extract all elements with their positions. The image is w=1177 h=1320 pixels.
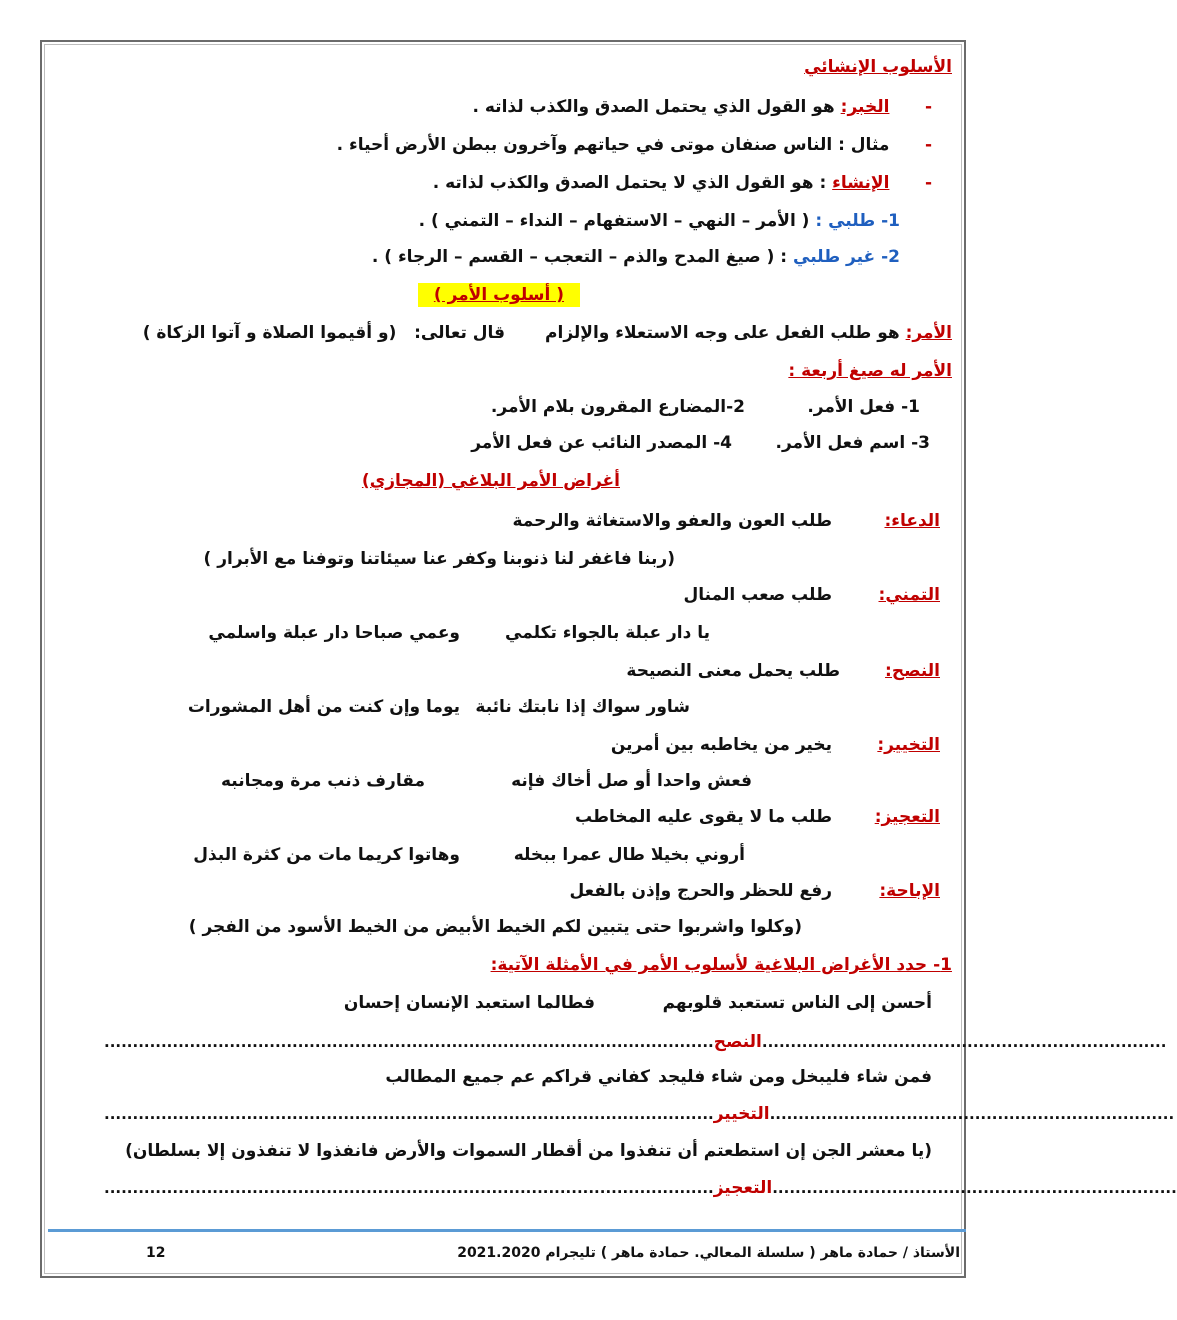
ghair-talabi-label: 2- غير طلبي	[793, 247, 900, 267]
form-2: 2-المضارع المقرون بلام الأمر.	[490, 397, 745, 417]
insha-label: الإنشاء	[832, 173, 890, 193]
purpose-verse-a-takhyir: فعش واحدا أو صل أخاك فإنه	[511, 771, 752, 791]
footer-credit: الأستاذ / حمادة ماهر ( سلسلة المعالي. حمادة ماهر ) تليجرام 2021.2020	[457, 1245, 960, 1261]
question-1-verse-b: فطالما استعبد الإنسان إحسان	[343, 993, 595, 1013]
question-1-verse-a: أحسن إلى الناس تستعبد قلوبهم	[662, 993, 932, 1013]
question-2-verse-a: فمن شاء فليبخل ومن شاء فليجد	[658, 1067, 932, 1087]
insha-definition: : هو القول الذي لا يحتمل الصدق والكذب لذاته .	[432, 173, 833, 193]
purpose-verse-a-nush: شاور سواك إذا نابتك نائبة	[475, 697, 690, 717]
purpose-verse-b-tamanni: وعمي صباحا دار عبلة واسلمي	[208, 623, 460, 643]
purpose-verse-b-takhyir: مقارف ذنب مرة ومجانبه	[220, 771, 425, 791]
purpose-desc-takhyir: يخير من يخاطبه بين أمرين	[610, 735, 832, 755]
insha-line	[433, 172, 932, 194]
question-2-verse-b: كفاني قراكم عم جميع المطالب	[385, 1067, 650, 1087]
purpose-label-nush: النصح:	[885, 661, 940, 681]
purpose-label-ibaha: الإباحة:	[879, 881, 940, 901]
exercise-heading: 1- حدد الأغراض البلاغية لأسلوب الأمر في الأمثلة الآتية:	[490, 955, 952, 975]
purpose-desc-tamanni: طلب صعب المنال	[683, 585, 832, 605]
example-line	[337, 134, 932, 156]
quran-intro: قال تعالى:	[414, 323, 506, 343]
purpose-desc-ibaha: رفع للحظر والحرج وإذن بالفعل	[569, 881, 832, 901]
forms-heading: الأمر له صيغ أربعة :	[788, 361, 952, 381]
form-4: 4- المصدر النائب عن فعل الأمر	[471, 433, 732, 453]
answer-2: التخيير	[713, 1104, 770, 1124]
amr-title-highlight: ( أسلوب الأمر )	[418, 283, 580, 307]
purpose-label-tamanni: التمني:	[878, 585, 940, 605]
amr-title	[418, 284, 580, 306]
bullet-icon: -	[924, 173, 932, 193]
amr-def-text: هو طلب الفعل على وجه الاستعلاء والإلزام	[545, 323, 906, 343]
page-number: 12	[146, 1245, 166, 1261]
khabar-definition: هو القول الذي يحتمل الصدق والكذب لذاته .	[472, 97, 841, 117]
amr-definition-line	[143, 322, 952, 344]
talabi-label: 1- طلبي :	[815, 211, 900, 231]
purpose-label-duaa: الدعاء:	[884, 511, 940, 531]
answer-line-1: ...........................................................................................................النصح.......................................................................	[104, 1032, 1167, 1052]
purpose-verse-b-taajiz: وهاتوا كريما مات من كثرة البذل	[193, 845, 460, 865]
purpose-desc-nush: طلب يحمل معنى النصيحة	[626, 661, 840, 681]
answer-line-2: ...........................................................................................................التخيير.......................................................................	[104, 1104, 1175, 1124]
talabi-line	[419, 210, 900, 232]
purpose-label-takhyir: التخيير:	[877, 735, 940, 755]
purpose-example-ibaha: (وكلوا واشربوا حتى يتبين لكم الخيط الأبيض من الخيط الأسود من الفجر )	[188, 917, 802, 937]
purposes-heading: أغراض الأمر البلاغي (المجازي)	[361, 471, 620, 491]
bullet-icon: -	[924, 97, 932, 117]
ghair-talabi-text: : ( صيغ المدح والذم – التعجب – القسم – الرجاء ) .	[371, 247, 794, 267]
khabar-line	[473, 96, 933, 118]
purpose-verse-a-tamanni: يا دار عبلة بالجواء تكلمي	[505, 623, 710, 643]
answer-1: النصح	[713, 1032, 762, 1052]
answer-3: التعجيز	[713, 1178, 773, 1198]
question-3: (يا معشر الجن إن استطعتم أن تنفذوا من أقطار السموات والأرض فانفذوا لا تنفذون إلا بسلطان)	[125, 1141, 932, 1161]
footer-rule	[48, 1229, 966, 1232]
form-1: 1- فعل الأمر.	[807, 397, 920, 417]
bullet-icon: -	[924, 135, 932, 155]
purpose-verse-a-taajiz: أروني بخيلا طال عمرا ببخله	[513, 845, 745, 865]
khabar-label: الخبر:	[840, 97, 890, 117]
amr-def-label: الأمر:	[905, 323, 952, 343]
ghair-talabi-line	[372, 246, 900, 268]
purpose-desc-taajiz: طلب ما لا يقوى عليه المخاطب	[574, 807, 832, 827]
form-3: 3- اسم فعل الأمر.	[775, 433, 930, 453]
purpose-example-duaa: (ربنا فاغفر لنا ذنوبنا وكفر عنا سيئاتنا وتوفنا مع الأبرار )	[203, 549, 675, 569]
purpose-desc-duaa: طلب العون والعفو والاستغاثة والرحمة	[512, 511, 832, 531]
quran-verse: (و أقيموا الصلاة و آتوا الزكاة )	[142, 323, 397, 343]
example-text: الناس صنفان موتى في حياتهم وآخرون ببطن الأرض أحياء .	[336, 135, 839, 155]
section-heading: الأسلوب الإنشائي	[804, 57, 952, 77]
example-label: مثال :	[838, 135, 890, 155]
answer-line-3: ...........................................................................................................التعجيز.......................................................................	[104, 1178, 1177, 1198]
talabi-text: ( الأمر – النهي – الاستفهام – النداء – التمني ) .	[418, 211, 816, 231]
purpose-label-taajiz: التعجيز:	[874, 807, 940, 827]
purpose-verse-b-nush: يوما وإن كنت من أهل المشورات	[187, 697, 460, 717]
